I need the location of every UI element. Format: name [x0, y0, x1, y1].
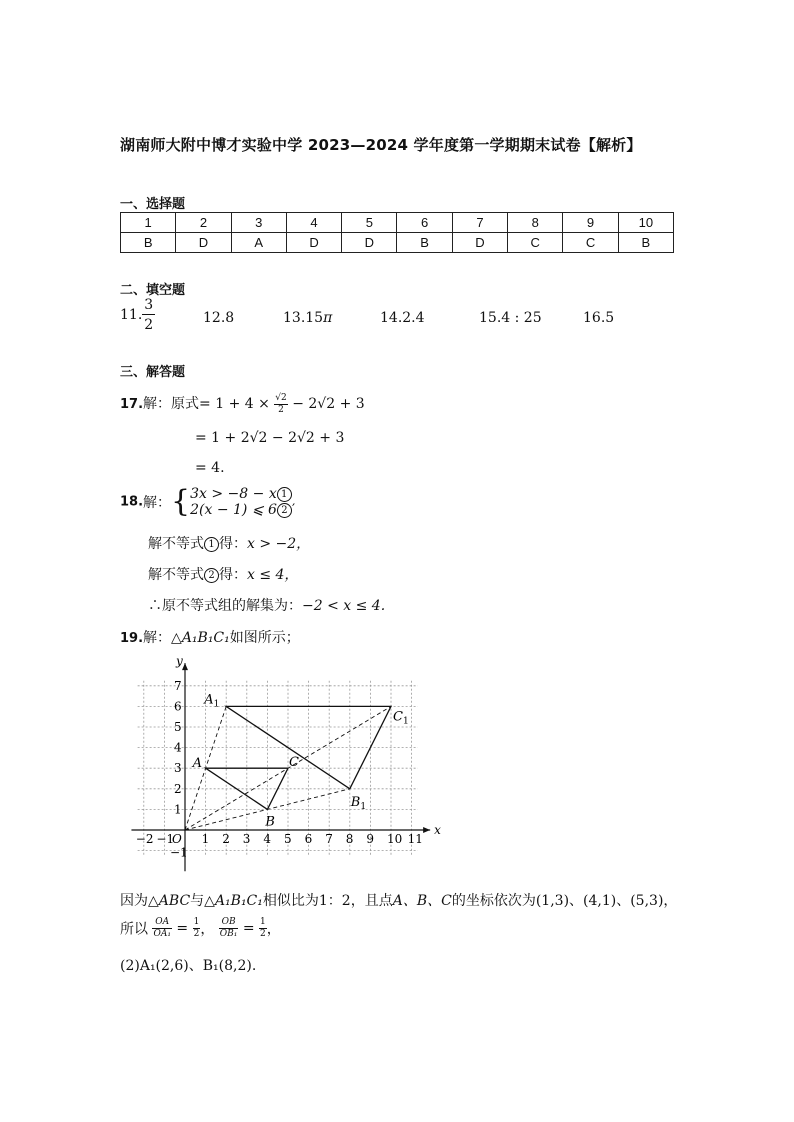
q17-line3: = 4. — [195, 460, 225, 476]
q18-step3-a: ∴原不等式组的解集为： — [148, 598, 302, 614]
x-tick-label: 7 — [325, 832, 333, 846]
q19-so-end: ， — [266, 921, 281, 938]
q18-intro: 解： — [143, 495, 172, 511]
q19-eq1: = — [176, 920, 189, 937]
fill-11-numerator: 3 — [144, 297, 154, 313]
answer-cell: A — [231, 233, 286, 253]
page-title: 湖南师大附中博才实验中学 2023—2024 学年度第一学期期末试卷【解析】 — [120, 136, 642, 154]
section-heading-solve: 三、解答题 — [120, 365, 186, 380]
answer-cell: D — [342, 233, 397, 253]
q19-frac1 — [152, 918, 172, 939]
question-number-cell: 9 — [563, 213, 618, 233]
q17-line1 — [120, 393, 365, 415]
x-tick-label: 11 — [407, 832, 423, 846]
q19-frac1-den: OA₁ — [153, 929, 171, 939]
fill-11-label: 11. — [120, 307, 143, 323]
y-tick-label: −1 — [170, 845, 188, 860]
q17-frac-den: 2 — [274, 404, 287, 415]
q18-brace: { — [171, 484, 191, 519]
y-axis-arrow — [182, 663, 188, 670]
q18-ineq2-text: 2(x − 1) ⩽ 6 — [190, 502, 277, 518]
y-tick-label: 4 — [174, 740, 182, 755]
question-number-cell: 6 — [397, 213, 452, 233]
q18-step1-b: 得： — [219, 536, 247, 552]
y-tick-label: 3 — [174, 761, 182, 776]
question-number-cell: 8 — [508, 213, 563, 233]
question-number-cell: 5 — [342, 213, 397, 233]
q17-label: 17. — [120, 397, 144, 412]
q19-half1-num: 1 — [193, 917, 200, 927]
answer-cell: D — [452, 233, 507, 253]
q19-part2: (2)A₁(2,6)、B₁(8,2). — [120, 958, 257, 974]
point-label-c1: $C_1$ — [393, 709, 409, 727]
q19-half2 — [259, 918, 267, 939]
x-axis-arrow — [423, 827, 430, 833]
fill-11-denominator: 2 — [142, 314, 155, 332]
q19-half2-den: 2 — [260, 929, 266, 939]
fill-answer-14: 14.2.4 — [380, 310, 425, 326]
q18-step1-a: 解不等式 — [148, 536, 204, 552]
q18-ineq2 — [190, 502, 295, 518]
q18-step1 — [148, 533, 310, 553]
q17-expr-b: − 2√2 + 3 — [292, 396, 365, 412]
q19-reason-c: 与△ — [190, 893, 215, 909]
point-label-b: B — [265, 814, 275, 830]
point-label-a1: $A_1$ — [204, 692, 220, 710]
fill-13-value: 13.15 — [283, 310, 324, 326]
q18-step2-b: 得： — [219, 567, 247, 583]
q19-reason-line — [120, 890, 677, 910]
y-tick-label: 5 — [174, 720, 182, 734]
fill-11-fraction — [142, 298, 155, 332]
q19-reason-a: 因为△ — [120, 893, 159, 909]
q18-step2-a: 解不等式 — [148, 567, 204, 583]
x-tick-label: 2 — [222, 832, 230, 846]
answer-cell: B — [397, 233, 452, 253]
answer-cell: C — [508, 233, 563, 253]
y-tick-label: 7 — [174, 678, 182, 693]
q17-intro: 解：原式 — [143, 396, 200, 412]
fill-answer-12: 12.8 — [203, 310, 235, 326]
y-tick-label: 1 — [174, 802, 182, 817]
x-tick-label: 5 — [284, 832, 292, 846]
q17-expr-a: = 1 + 4 × — [199, 396, 270, 412]
q17-fraction — [274, 394, 287, 415]
q18-step3-b: −2 < x ≤ 4. — [302, 598, 386, 614]
answer-table — [120, 212, 674, 253]
x-tick-label: −2 — [135, 832, 154, 846]
q18-step2 — [148, 564, 298, 584]
q18-sys-end: ′ — [291, 502, 296, 518]
q18-step3 — [148, 595, 385, 615]
q19-reason-g: 的坐标依次为(1,3)、(4,1)、(5,3)， — [451, 893, 678, 909]
q19-sep: ， — [200, 921, 215, 938]
x-tick-label: −1 — [156, 832, 175, 846]
q19-eq2: = — [242, 920, 255, 937]
q19-reason-f: A、B、C — [392, 893, 452, 909]
q18-system — [120, 486, 295, 518]
q19-frac1-num: OA — [155, 917, 170, 927]
q19-reason-e: 相似比为1：2，且点 — [262, 893, 393, 909]
question-number-cell: 1 — [121, 213, 176, 233]
question-number-cell: 2 — [176, 213, 231, 233]
answer-cell: C — [563, 233, 618, 253]
answer-cell: D — [176, 233, 231, 253]
answer-table-answer-row — [121, 233, 674, 253]
q18-step2-c: x ≤ 4， — [247, 567, 299, 583]
answer-cell: B — [121, 233, 176, 253]
x-tick-label: 6 — [304, 832, 313, 846]
x-tick-label: 10 — [387, 832, 403, 846]
q18-step1-c: x > −2， — [247, 536, 311, 552]
x-tick-label: 8 — [345, 832, 354, 846]
question-number-cell: 10 — [618, 213, 673, 233]
q18-ineq1 — [190, 486, 295, 502]
x-tick-label: 3 — [242, 832, 251, 846]
fill-answer-13 — [283, 310, 332, 326]
q19-intro-a: 解：△ — [143, 630, 182, 646]
q18-ineq1-mark: 1 — [277, 487, 292, 502]
section-heading-fill: 二、填空题 — [120, 283, 186, 298]
point-label-b1: $B_1$ — [350, 794, 367, 812]
x-axis-label: x — [434, 823, 441, 837]
question-number-cell: 4 — [286, 213, 341, 233]
answer-cell: B — [618, 233, 673, 253]
q18-step2-mark: 2 — [204, 568, 219, 583]
answer-table-number-row — [121, 213, 674, 233]
point-label-a: A — [192, 756, 202, 772]
q19-reason-b: ABC — [158, 893, 191, 909]
q18-system-lines — [190, 486, 295, 518]
y-tick-label: 2 — [174, 781, 182, 796]
q19-so-line — [120, 918, 281, 939]
question-number-cell: 3 — [231, 213, 286, 233]
origin-label: O — [172, 832, 182, 846]
y-axis-label: y — [176, 654, 183, 669]
fill-13-pi: π — [323, 310, 333, 326]
q19-so-a: 所以 — [120, 921, 148, 938]
q19-half2-num: 1 — [260, 917, 266, 927]
fill-answer-16: 16.5 — [583, 310, 615, 326]
section-heading-choice: 一、选择题 — [120, 197, 186, 212]
q18-label: 18. — [120, 494, 144, 510]
q19-reason-d: A₁B₁C₁ — [214, 893, 263, 909]
q19-frac2-den: OB₁ — [219, 929, 238, 939]
q19-intro-line — [120, 627, 300, 647]
x-tick-label: 4 — [263, 832, 272, 846]
q18-ineq1-text: 3x > −8 − x — [190, 486, 277, 502]
x-tick-label: 9 — [366, 832, 375, 846]
fill-answer-11 — [120, 298, 155, 332]
q19-intro-b: A₁B₁C₁ — [181, 630, 230, 646]
q19-label: 19. — [120, 631, 144, 646]
answer-cell: D — [286, 233, 341, 253]
q19-intro-c: 如图所示； — [229, 630, 300, 646]
q17-line2: = 1 + 2√2 − 2√2 + 3 — [195, 430, 345, 446]
question-number-cell: 7 — [452, 213, 507, 233]
fill-answer-15: 15.4 : 25 — [479, 310, 542, 326]
q17-frac-num: √2 — [275, 392, 287, 403]
q19-half1-den: 2 — [193, 929, 200, 939]
q19-frac2-num: OB — [221, 917, 236, 927]
y-tick-label: 6 — [174, 699, 182, 714]
point-label-c: C — [289, 755, 299, 771]
q18-step1-mark: 1 — [204, 537, 219, 552]
coordinate-graph — [112, 650, 442, 875]
q18-ineq2-mark: 2 — [277, 503, 292, 518]
q19-frac2 — [219, 918, 239, 939]
x-tick-label: 1 — [201, 832, 210, 846]
